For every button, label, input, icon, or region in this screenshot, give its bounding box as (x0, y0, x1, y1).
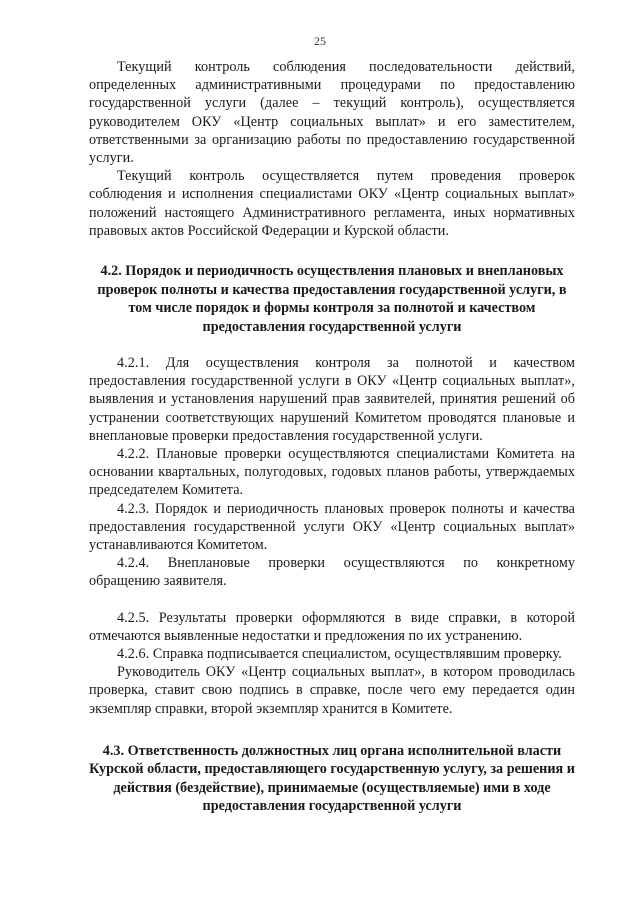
document-body (89, 58, 575, 816)
paragraph-4-2-3: 4.2.3. Порядок и периодичность плановых проверок полноты и качества предоставления государственной услуги ОКУ «Центр социальных выплат» устанавливаются Комитетом. (89, 500, 575, 554)
paragraph-current-control-responsible: Текущий контроль соблюдения последовательности действий, определенных административными процедурами по предоставлению государственной услуги (далее – текущий контроль), осуществляется руководителем ОКУ «Центр социальных выплат» и его заместителем, ответственными за организацию работы по предоставлению государственной услуги. (89, 59, 575, 167)
paragraph-head-signature: Руководитель ОКУ «Центр социальных выплат», в котором проводилась проверка, ставит свою подпись в справке, после чего ему передается один экземпляр справки, второй экземпляр хранится в Комитете. (89, 664, 575, 717)
section-heading-4-2: 4.2. Порядок и периодичность осуществления плановых и внеплановых проверок полноты и качества предоставления государственной услуги, в том числе порядок и формы контроля за полнотой и качеством предоставления государственной услуги (97, 263, 567, 335)
paragraph-4-2-5: 4.2.5. Результаты проверки оформляются в виде справки, в которой отмечаются выявленные недостатки и предложения по их устранению. (89, 609, 575, 644)
paragraph-4-2-2: 4.2.2. Плановые проверки осуществляются специалистами Комитета на основании квартальных, полугодовых, годовых планов работы, утверждаемых председателем Комитета. (89, 446, 575, 499)
paragraph-4-2-1: 4.2.1. Для осуществления контроля за полнотой и качеством предоставления государственной услуги в ОКУ «Центр социальных выплат», выявления и установления нарушений прав заявителей, принятия решений об устранении соответствующих нарушений Комитетом проводятся плановые и внеплановые проверки предоставления государственной услуги. (89, 355, 575, 444)
paragraph-4-2-4: 4.2.4. Внеплановые проверки осуществляются по конкретному обращению заявителя. (89, 555, 575, 590)
section-heading-4-3: 4.3. Ответственность должностных лиц органа исполнительной власти Курской области, предоставляющего государственную услугу, за решения и действия (бездействие), принимаемые (осуществляемые) ими в ходе предоставления государственной услуги (89, 742, 575, 815)
page-number: 25 (314, 34, 326, 48)
paragraph-4-2-6: 4.2.6. Справка подписывается специалистом, осуществлявшим проверку. (117, 646, 562, 663)
paragraph-current-control-method: Текущий контроль осуществляется путем проведения проверок соблюдения и исполнения специалистами ОКУ «Центр социальных выплат» положений настоящего Административного регламента, иных нормативных правовых актов Российской Федерации и Курской области. (89, 168, 575, 239)
